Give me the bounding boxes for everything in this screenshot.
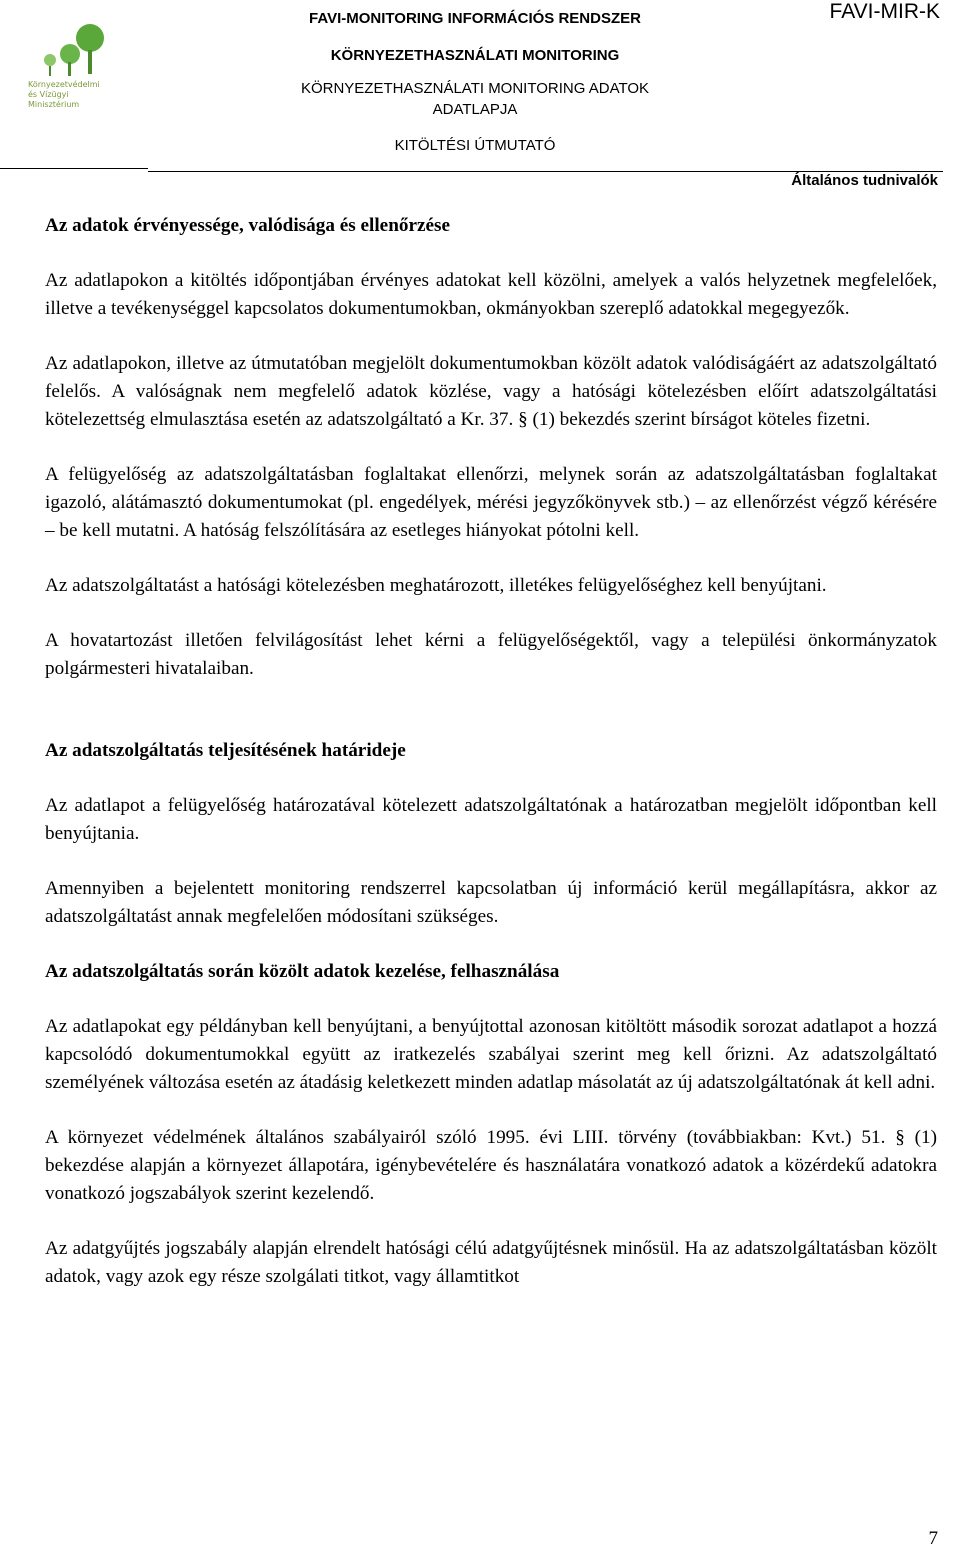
logo-caption (28, 80, 128, 110)
page-header (0, 0, 960, 200)
paragraph: A hovatartozást illetően felvilágosítást lehet kérni a felügyelőségektől, vagy a települési önkormányzatok polgármesteri hivatalaiban. (45, 630, 937, 679)
logo-line: és Vízügyi (28, 90, 69, 99)
document-body (45, 212, 937, 1291)
logo-line: Környezetvédelmi (28, 80, 100, 89)
page-number: 7 (928, 1528, 938, 1549)
data-sheet-title-line1: KÖRNYEZETHASZNÁLATI MONITORING ADATOK (300, 80, 650, 97)
paragraph: Az adatlapokat egy példányban kell benyújtani, a benyújtottal azonosan kitöltött második sorozat adatlapot a hozzá kapcsolódó dokumentumokkal együtt az iratkezelés szabályai szerint meg kell őrizni. Az adatszolgáltató személyének változása esetén az átadásig keletkezett minden adatlap másolatát az új adatszolgáltatónak át kell adni. (45, 1016, 937, 1093)
section-heading: Az adatszolgáltatás során közölt adatok kezelése, felhasználása (45, 961, 560, 982)
paragraph: A felügyelőség az adatszolgáltatásban foglaltakat ellenőrzi, melynek során az adatszolgáltatásban foglaltakat igazoló, alátámasztó dokumentumokat (pl. engedélyek, mérési jegyzőkönyvek stb.) – az ellenőrzést végző kérésére – be kell mutatni. A hatóság felszólítására az esetleges hiányokat pótolni kell. (45, 464, 937, 541)
section-heading: Az adatok érvényessége, valódisága és ellenőrzése (45, 215, 450, 236)
paragraph: A környezet védelmének általános szabályairól szóló 1995. évi LIII. törvény (továbbiakban: Kvt.) 51. § (1) bekezdése alapján a környezet állapotára, igénybevételére és használatára vonatkozó adatok a közérdekű adatokra vonatkozó jogszabályok szerint kezelendő. (45, 1127, 937, 1204)
paragraph: Az adatgyűjtés jogszabály alapján elrendelt hatósági célú adatgyűjtésnek minősül. Ha az adatszolgáltatásban közölt adatok, vagy azok egy része szolgálati titkot, vagy államtitkot (45, 1238, 937, 1287)
guide-title: KITÖLTÉSI ÚTMUTATÓ (394, 137, 556, 154)
paragraph: Az adatszolgáltatást a hatósági kötelezésben meghatározott, illetékes felügyelőséghez kell benyújtani. (45, 575, 827, 596)
system-title: FAVI-MONITORING INFORMÁCIÓS RENDSZER (309, 10, 641, 27)
paragraph: Az adatlapokon a kitöltés időpontjában érvényes adatokat kell közölni, amelyek a valós helyzetnek megfelelőek, illetve a tevékenységgel kapcsolatos dokumentumokban, okmányokban szereplő adatokkal megegyezők. (45, 270, 937, 319)
section-heading: Az adatszolgáltatás teljesítésének határideje (45, 740, 406, 761)
paragraph: Amennyiben a bejelentett monitoring rendszerrel kapcsolatban új információ kerül megállapításra, akkor az adatszolgáltatást annak megfelelően módosítani szükséges. (45, 878, 937, 927)
header-divider-left (0, 168, 148, 169)
data-sheet-title-line2: ADATLAPJA (432, 101, 518, 118)
document-code: FAVI-MIR-K (829, 0, 940, 23)
paragraph: Az adatlapokon, illetve az útmutatóban megjelölt dokumentumokban közölt adatok valódiságáért az adatszolgáltató felelős. A valóságnak nem megfelelő adatok közlése, vagy a hatósági kötelezésben előírt adatszolgáltatási kötelezettség elmulasztása esetén az adatszolgáltató a Kr. 37. § (1) bekezdés szerint bírságot köteles fizetni. (45, 353, 937, 430)
logo-line: Minisztérium (28, 100, 80, 109)
paragraph: Az adatlapot a felügyelőség határozatával kötelezett adatszolgáltatónak a határozatban megjelölt időpontban kell benyújtania. (45, 795, 937, 844)
section-label: Általános tudnivalók (791, 172, 938, 189)
monitoring-title: KÖRNYEZETHASZNÁLATI MONITORING (330, 47, 620, 64)
